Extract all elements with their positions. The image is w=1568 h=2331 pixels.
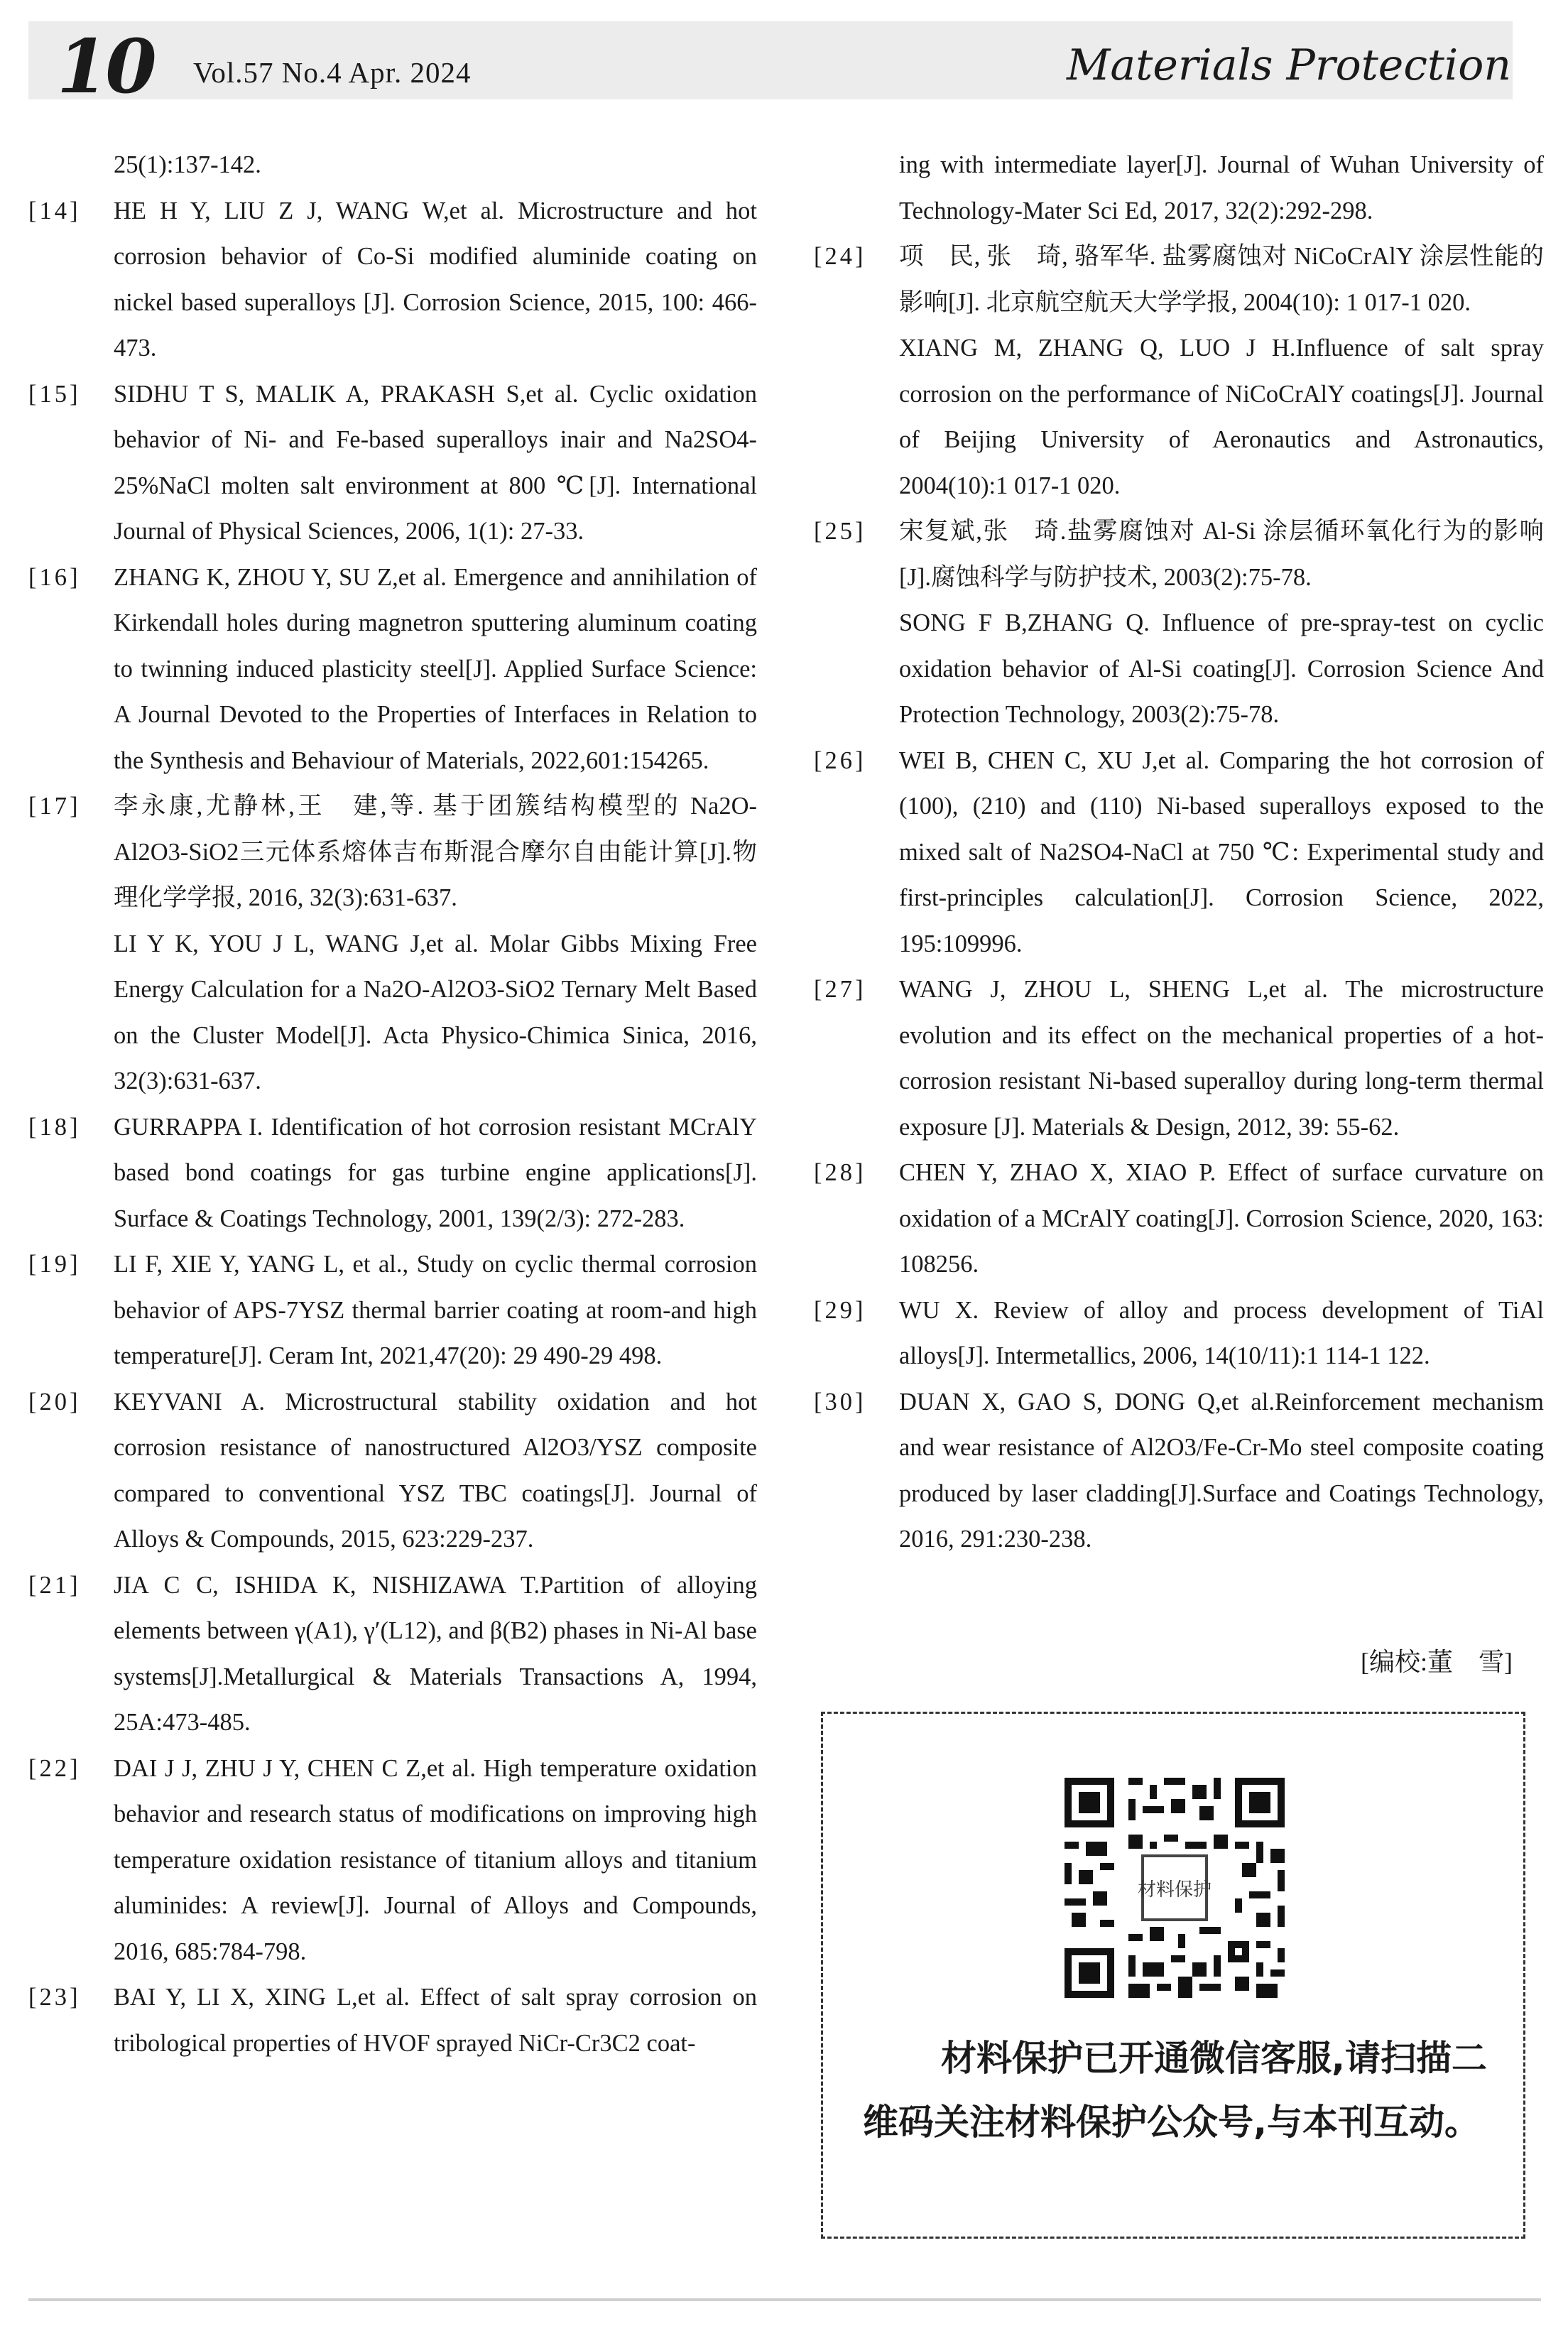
svg-text:材料保护: 材料保护: [1137, 1879, 1212, 1900]
reference-item: 25(1):137-142.: [114, 151, 261, 178]
reference-item: [19] LI F, XIE Y, YANG L, et al., Study on cyclic thermal corrosion behavior of APS-7YSZ thermal barrier coating at room-and high temperature[J]. Ceram Int, 2021,47(20): 29 490-29 498.: [28, 1251, 757, 1369]
reference-column-right: [814, 142, 1544, 1563]
reference-item: [17] 李永康,尤静林,王 建,等. 基于团簇结构模型的 Na2O-Al2O3-SiO2三元体系熔体吉布斯混合摩尔自由能计算[J].物理化学学报, 2016, 32(3):631-637. LI Y K, YOU J L, WANG J,et al. Molar Gibbs Mixing Free Energy Calculation for a Na2O-Al2O3-SiO2 Ternary Melt Based on the Cluster Model[J]. Acta Physico-Chimica Sinica, 2016, 32(3):631-637.: [28, 793, 757, 1094]
issue-info: Vol.57 No.4 Apr. 2024: [193, 56, 472, 89]
editor-credit: [编校:董 雪]: [1361, 1648, 1513, 1676]
qr-caption: 材料保护已开通微信客服,请扫描二维码关注材料保护公众号,与本刊互动。: [863, 2038, 1487, 2143]
reference-item: [23] BAI Y, LI X, XING L,et al. Effect of salt spray corrosion on tribological properties of HVOF sprayed NiCr-Cr3C2 coat-: [28, 1984, 757, 2057]
reference-item: [20] KEYVANI A. Microstructural stability oxidation and hot corrosion resistance of nanostructured Al2O3/YSZ composite compared to conventional YSZ TBC coatings[J]. Journal of Alloys & Compounds, 2015, 623:229-237.: [28, 1388, 757, 1553]
reference-item: [15] SIDHU T S, MALIK A, PRAKASH S,et al. Cyclic oxidation behavior of Ni- and Fe-based superalloys inair and Na2SO4-25%NaCl molten salt environment at 800 ℃[J]. International Journal of Physical Sciences, 2006, 1(1): 27-33.: [28, 380, 757, 545]
reference-item: [21] JIA C C, ISHIDA K, NISHIZAWA T.Partition of alloying elements between γ(A1), γ′(L12), and β(B2) phases in Ni-Al base systems[J].Metallurgical & Materials Transactions A, 1994, 25A:473-485.: [28, 1571, 757, 1736]
reference-item: [29] WU X. Review of alloy and process development of TiAl alloys[J]. Intermetallics, 2006, 14(10/11):1 114-1 122.: [814, 1296, 1544, 1369]
reference-item: [16] ZHANG K, ZHOU Y, SU Z,et al. Emergence and annihilation of Kirkendall holes during magnetron sputtering aluminum coating to twinning induced plasticity steel[J]. Applied Surface Science: A Journal Devoted to the Properties of Interfaces in Relation to the Synthesis and Behaviour of Materials, 2022,601:154265.: [28, 563, 757, 774]
reference-item: [25] 宋复斌,张 琦.盐雾腐蚀对 Al-Si 涂层循环氧化行为的影响[J].腐蚀科学与防护技术, 2003(2):75-78. SONG F B,ZHANG Q. Influence of pre-spray-test on cyclic oxidation behavior of Al-Si coating[J]. Corrosion Science And Protection Technology, 2003(2):75-78.: [814, 518, 1544, 728]
reference-item: [18] GURRAPPA I. Identification of hot corrosion resistant MCrAlY based bond coatings for gas turbine engine applications[J]. Surface & Coatings Technology, 2001, 139(2/3): 272-283.: [28, 1113, 757, 1232]
journal-name: Materials Protection: [1067, 40, 1511, 90]
reference-item: [14] HE H Y, LIU Z J, WANG W,et al. Microstructure and hot corrosion behavior of Co-Si modified aluminide coating on nickel based superalloys [J]. Corrosion Science, 2015, 100: 466-473.: [28, 197, 757, 362]
reference-item: [26] WEI B, CHEN C, XU J,et al. Comparing the hot corrosion of (100), (210) and (110) Ni-based superalloys exposed to the mixed salt of Na2SO4-NaCl at 750 ℃: Experimental study and first-principles calculation[J]. Corrosion Science, 2022, 195:109996.: [814, 746, 1544, 957]
reference-item: [28] CHEN Y, ZHAO X, XIAO P. Effect of surface curvature on oxidation of a MCrAlY coating[J]. Corrosion Science, 2020, 163: 108256.: [814, 1159, 1544, 1278]
footer-rule: [28, 2298, 1541, 2301]
reference-item: [22] DAI J J, ZHU J Y, CHEN C Z,et al. High temperature oxidation behavior and research status of modifications on improving high temperature oxidation resistance of titanium alloys and titanium aluminides: A review[J]. Journal of Alloys and Compounds, 2016, 685:784-798.: [28, 1754, 757, 1965]
reference-item: [27] WANG J, ZHOU L, SHENG L,et al. The microstructure evolution and its effect on the mechanical properties of a hot-corrosion resistant Ni-based superalloy during long-term thermal exposure [J]. Materials & Design, 2012, 39: 55-62.: [814, 976, 1544, 1141]
reference-item: [30] DUAN X, GAO S, DONG Q,et al.Reinforcement mechanism and wear resistance of Al2O3/Fe-Cr-Mo steel composite coating produced by laser cladding[J].Surface and Coatings Technology, 2016, 291:230-238.: [814, 1388, 1544, 1553]
qr-notice-box: [821, 1712, 1525, 2239]
qr-code-icon[interactable]: [1057, 1771, 1292, 2005]
reference-column-left: [28, 142, 757, 2066]
page-number: 10: [57, 23, 154, 110]
reference-item: ing with intermediate layer[J]. Journal of Wuhan University of Technology-Mater Sci Ed, 2017, 32(2):292-298.: [899, 151, 1544, 224]
reference-item: [24] 项 民, 张 琦, 骆军华. 盐雾腐蚀对 NiCoCrAlY 涂层性能的影响[J]. 北京航空航天大学学报, 2004(10): 1 017-1 020. XIANG M, ZHANG Q, LUO J H.Influence of salt spray corrosion on the performance of NiCoCrAlY coatings[J]. Journal of Beijing University of Aeronautics and Astronautics, 2004(10):1 017-1 020.: [814, 243, 1544, 499]
